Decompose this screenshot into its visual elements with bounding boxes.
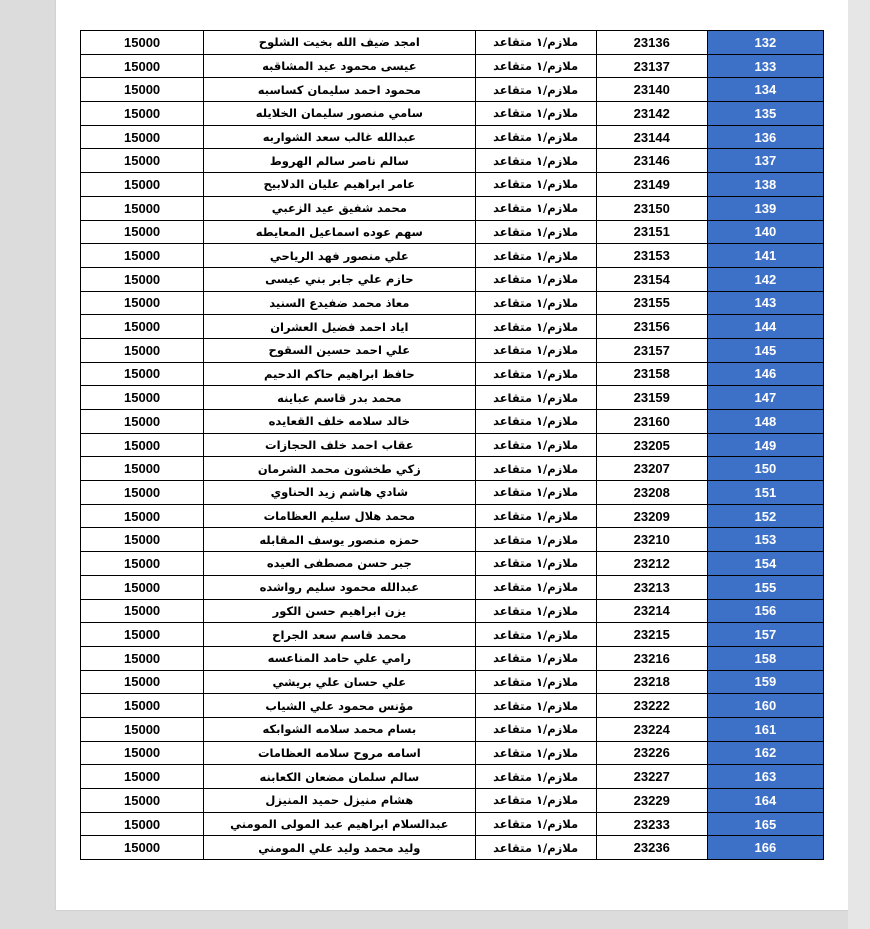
rank-cell: ملازم/١ متقاعد bbox=[475, 149, 596, 173]
amount-cell: 15000 bbox=[81, 812, 204, 836]
sequence-number-cell: 163 bbox=[707, 765, 823, 789]
amount-cell: 15000 bbox=[81, 31, 204, 55]
amount-cell: 15000 bbox=[81, 836, 204, 860]
sequence-number-cell: 164 bbox=[707, 789, 823, 813]
name-cell: محمد بدر قاسم عباينه bbox=[204, 386, 475, 410]
table-row bbox=[81, 528, 824, 552]
sequence-number-cell: 157 bbox=[707, 623, 823, 647]
table-row bbox=[81, 173, 824, 197]
name-cell: محمد شفيق عيد الزعبي bbox=[204, 196, 475, 220]
code-cell: 23218 bbox=[596, 670, 707, 694]
name-cell: محمد قاسم سعد الجراح bbox=[204, 623, 475, 647]
code-cell: 23140 bbox=[596, 78, 707, 102]
sequence-number-cell: 137 bbox=[707, 149, 823, 173]
sequence-number-cell: 134 bbox=[707, 78, 823, 102]
name-cell: سالم سلمان مضعان الكعابنه bbox=[204, 765, 475, 789]
table-row bbox=[81, 552, 824, 576]
name-cell: محمد هلال سليم العظامات bbox=[204, 504, 475, 528]
name-cell: حمزه منصور يوسف المقابله bbox=[204, 528, 475, 552]
rank-cell: ملازم/١ متقاعد bbox=[475, 433, 596, 457]
name-cell: مؤنس محمود علي الشياب bbox=[204, 694, 475, 718]
amount-cell: 15000 bbox=[81, 504, 204, 528]
table-row bbox=[81, 196, 824, 220]
name-cell: معاذ محمد ضفيدع السنيد bbox=[204, 291, 475, 315]
rank-cell: ملازم/١ متقاعد bbox=[475, 196, 596, 220]
rank-cell: ملازم/١ متقاعد bbox=[475, 481, 596, 505]
code-cell: 23210 bbox=[596, 528, 707, 552]
table-row bbox=[81, 599, 824, 623]
table-row bbox=[81, 267, 824, 291]
rank-cell: ملازم/١ متقاعد bbox=[475, 362, 596, 386]
rank-cell: ملازم/١ متقاعد bbox=[475, 812, 596, 836]
name-cell: بسام محمد سلامه الشوابكه bbox=[204, 717, 475, 741]
table-row bbox=[81, 481, 824, 505]
amount-cell: 15000 bbox=[81, 433, 204, 457]
rank-cell: ملازم/١ متقاعد bbox=[475, 552, 596, 576]
amount-cell: 15000 bbox=[81, 338, 204, 362]
name-cell: اياد احمد فضيل العشران bbox=[204, 315, 475, 339]
code-cell: 23213 bbox=[596, 575, 707, 599]
rank-cell: ملازم/١ متقاعد bbox=[475, 646, 596, 670]
table-row bbox=[81, 315, 824, 339]
rank-cell: ملازم/١ متقاعد bbox=[475, 291, 596, 315]
code-cell: 23157 bbox=[596, 338, 707, 362]
code-cell: 23216 bbox=[596, 646, 707, 670]
sequence-number-cell: 143 bbox=[707, 291, 823, 315]
sequence-number-cell: 159 bbox=[707, 670, 823, 694]
amount-cell: 15000 bbox=[81, 410, 204, 434]
amount-cell: 15000 bbox=[81, 789, 204, 813]
amount-cell: 15000 bbox=[81, 646, 204, 670]
table-row bbox=[81, 717, 824, 741]
table-row bbox=[81, 102, 824, 126]
name-cell: سهم عوده اسماعيل المعايطه bbox=[204, 220, 475, 244]
amount-cell: 15000 bbox=[81, 741, 204, 765]
amount-cell: 15000 bbox=[81, 552, 204, 576]
rank-cell: ملازم/١ متقاعد bbox=[475, 244, 596, 268]
name-cell: سالم ناصر سالم الهروط bbox=[204, 149, 475, 173]
name-cell: عقاب احمد خلف الحجازات bbox=[204, 433, 475, 457]
code-cell: 23156 bbox=[596, 315, 707, 339]
amount-cell: 15000 bbox=[81, 244, 204, 268]
sequence-number-cell: 160 bbox=[707, 694, 823, 718]
sequence-number-cell: 158 bbox=[707, 646, 823, 670]
table-row bbox=[81, 244, 824, 268]
amount-cell: 15000 bbox=[81, 457, 204, 481]
table-row bbox=[81, 694, 824, 718]
name-cell: هشام منيزل حميد المنيزل bbox=[204, 789, 475, 813]
sequence-number-cell: 156 bbox=[707, 599, 823, 623]
sequence-number-cell: 141 bbox=[707, 244, 823, 268]
code-cell: 23209 bbox=[596, 504, 707, 528]
code-cell: 23153 bbox=[596, 244, 707, 268]
table-row bbox=[81, 362, 824, 386]
name-cell: محمود احمد سليمان كساسبه bbox=[204, 78, 475, 102]
code-cell: 23142 bbox=[596, 102, 707, 126]
rank-cell: ملازم/١ متقاعد bbox=[475, 765, 596, 789]
rank-cell: ملازم/١ متقاعد bbox=[475, 741, 596, 765]
rank-cell: ملازم/١ متقاعد bbox=[475, 102, 596, 126]
code-cell: 23151 bbox=[596, 220, 707, 244]
name-cell: علي منصور فهد الرياحي bbox=[204, 244, 475, 268]
amount-cell: 15000 bbox=[81, 54, 204, 78]
name-cell: خالد سلامه خلف القعايده bbox=[204, 410, 475, 434]
code-cell: 23150 bbox=[596, 196, 707, 220]
amount-cell: 15000 bbox=[81, 623, 204, 647]
rank-cell: ملازم/١ متقاعد bbox=[475, 504, 596, 528]
table-row bbox=[81, 646, 824, 670]
sequence-number-cell: 151 bbox=[707, 481, 823, 505]
amount-cell: 15000 bbox=[81, 149, 204, 173]
rank-cell: ملازم/١ متقاعد bbox=[475, 528, 596, 552]
table-row bbox=[81, 220, 824, 244]
sequence-number-cell: 153 bbox=[707, 528, 823, 552]
sequence-number-cell: 145 bbox=[707, 338, 823, 362]
name-cell: امجد ضيف الله بخيت الشلوح bbox=[204, 31, 475, 55]
name-cell: شادي هاشم زيد الحناوي bbox=[204, 481, 475, 505]
rank-cell: ملازم/١ متقاعد bbox=[475, 670, 596, 694]
sequence-number-cell: 166 bbox=[707, 836, 823, 860]
rank-cell: ملازم/١ متقاعد bbox=[475, 220, 596, 244]
code-cell: 23154 bbox=[596, 267, 707, 291]
sequence-number-cell: 148 bbox=[707, 410, 823, 434]
table-row bbox=[81, 125, 824, 149]
code-cell: 23222 bbox=[596, 694, 707, 718]
code-cell: 23227 bbox=[596, 765, 707, 789]
name-cell: يزن ابراهيم حسن الكور bbox=[204, 599, 475, 623]
code-cell: 23205 bbox=[596, 433, 707, 457]
name-cell: عيسى محمود عيد المشاقبه bbox=[204, 54, 475, 78]
sequence-number-cell: 140 bbox=[707, 220, 823, 244]
code-cell: 23149 bbox=[596, 173, 707, 197]
rank-cell: ملازم/١ متقاعد bbox=[475, 315, 596, 339]
code-cell: 23146 bbox=[596, 149, 707, 173]
amount-cell: 15000 bbox=[81, 717, 204, 741]
name-cell: اسامه مروح سلامه العظامات bbox=[204, 741, 475, 765]
name-cell: حازم علي جابر بني عيسى bbox=[204, 267, 475, 291]
sequence-number-cell: 139 bbox=[707, 196, 823, 220]
sequence-number-cell: 135 bbox=[707, 102, 823, 126]
rank-cell: ملازم/١ متقاعد bbox=[475, 54, 596, 78]
sequence-number-cell: 154 bbox=[707, 552, 823, 576]
rank-cell: ملازم/١ متقاعد bbox=[475, 694, 596, 718]
table-row bbox=[81, 670, 824, 694]
code-cell: 23236 bbox=[596, 836, 707, 860]
sequence-number-cell: 133 bbox=[707, 54, 823, 78]
table-row bbox=[81, 575, 824, 599]
code-cell: 23155 bbox=[596, 291, 707, 315]
name-cell: عبدالسلام ابراهيم عبد المولى المومني bbox=[204, 812, 475, 836]
table-row bbox=[81, 765, 824, 789]
name-cell: زكي طخشون محمد الشرمان bbox=[204, 457, 475, 481]
sequence-number-cell: 162 bbox=[707, 741, 823, 765]
amount-cell: 15000 bbox=[81, 315, 204, 339]
name-cell: رامي علي حامد المناعسه bbox=[204, 646, 475, 670]
sequence-number-cell: 149 bbox=[707, 433, 823, 457]
rank-cell: ملازم/١ متقاعد bbox=[475, 623, 596, 647]
code-cell: 23158 bbox=[596, 362, 707, 386]
name-cell: حافظ ابراهيم حاكم الدحيم bbox=[204, 362, 475, 386]
name-cell: عبدالله غالب سعد الشواربه bbox=[204, 125, 475, 149]
rank-cell: ملازم/١ متقاعد bbox=[475, 125, 596, 149]
amount-cell: 15000 bbox=[81, 765, 204, 789]
table-row bbox=[81, 338, 824, 362]
code-cell: 23212 bbox=[596, 552, 707, 576]
amount-cell: 15000 bbox=[81, 78, 204, 102]
sequence-number-cell: 136 bbox=[707, 125, 823, 149]
name-cell: وليد محمد وليد علي المومني bbox=[204, 836, 475, 860]
amount-cell: 15000 bbox=[81, 267, 204, 291]
retirees-table bbox=[80, 30, 824, 860]
table-row bbox=[81, 504, 824, 528]
rank-cell: ملازم/١ متقاعد bbox=[475, 338, 596, 362]
amount-cell: 15000 bbox=[81, 481, 204, 505]
table-row bbox=[81, 789, 824, 813]
table-row bbox=[81, 149, 824, 173]
sequence-number-cell: 155 bbox=[707, 575, 823, 599]
sequence-number-cell: 150 bbox=[707, 457, 823, 481]
amount-cell: 15000 bbox=[81, 173, 204, 197]
name-cell: سامي منصور سليمان الخلايله bbox=[204, 102, 475, 126]
name-cell: جبر حسن مصطفى العيده bbox=[204, 552, 475, 576]
amount-cell: 15000 bbox=[81, 694, 204, 718]
table-row bbox=[81, 31, 824, 55]
amount-cell: 15000 bbox=[81, 575, 204, 599]
code-cell: 23137 bbox=[596, 54, 707, 78]
code-cell: 23215 bbox=[596, 623, 707, 647]
code-cell: 23207 bbox=[596, 457, 707, 481]
sequence-number-cell: 161 bbox=[707, 717, 823, 741]
amount-cell: 15000 bbox=[81, 291, 204, 315]
rank-cell: ملازم/١ متقاعد bbox=[475, 717, 596, 741]
rank-cell: ملازم/١ متقاعد bbox=[475, 31, 596, 55]
amount-cell: 15000 bbox=[81, 220, 204, 244]
rank-cell: ملازم/١ متقاعد bbox=[475, 78, 596, 102]
table-row bbox=[81, 741, 824, 765]
name-cell: عبدالله محمود سليم رواشده bbox=[204, 575, 475, 599]
code-cell: 23214 bbox=[596, 599, 707, 623]
table-row bbox=[81, 386, 824, 410]
rank-cell: ملازم/١ متقاعد bbox=[475, 836, 596, 860]
code-cell: 23233 bbox=[596, 812, 707, 836]
sequence-number-cell: 147 bbox=[707, 386, 823, 410]
name-cell: علي حسان علي بريشي bbox=[204, 670, 475, 694]
code-cell: 23208 bbox=[596, 481, 707, 505]
table-row bbox=[81, 836, 824, 860]
code-cell: 23224 bbox=[596, 717, 707, 741]
rank-cell: ملازم/١ متقاعد bbox=[475, 410, 596, 434]
amount-cell: 15000 bbox=[81, 670, 204, 694]
table-row bbox=[81, 78, 824, 102]
sequence-number-cell: 142 bbox=[707, 267, 823, 291]
rank-cell: ملازم/١ متقاعد bbox=[475, 599, 596, 623]
table-body bbox=[81, 31, 824, 860]
table-row bbox=[81, 623, 824, 647]
table-row bbox=[81, 410, 824, 434]
sequence-number-cell: 146 bbox=[707, 362, 823, 386]
code-cell: 23160 bbox=[596, 410, 707, 434]
table-row bbox=[81, 291, 824, 315]
sequence-number-cell: 132 bbox=[707, 31, 823, 55]
rank-cell: ملازم/١ متقاعد bbox=[475, 267, 596, 291]
table-row bbox=[81, 457, 824, 481]
amount-cell: 15000 bbox=[81, 125, 204, 149]
amount-cell: 15000 bbox=[81, 196, 204, 220]
table-row bbox=[81, 54, 824, 78]
table-row bbox=[81, 812, 824, 836]
amount-cell: 15000 bbox=[81, 362, 204, 386]
name-cell: عامر ابراهيم عليان الدلابيح bbox=[204, 173, 475, 197]
table-row bbox=[81, 433, 824, 457]
rank-cell: ملازم/١ متقاعد bbox=[475, 789, 596, 813]
sequence-number-cell: 165 bbox=[707, 812, 823, 836]
code-cell: 23159 bbox=[596, 386, 707, 410]
code-cell: 23144 bbox=[596, 125, 707, 149]
rank-cell: ملازم/١ متقاعد bbox=[475, 457, 596, 481]
name-cell: علي احمد حسين السقوح bbox=[204, 338, 475, 362]
code-cell: 23226 bbox=[596, 741, 707, 765]
viewer-background bbox=[848, 0, 870, 929]
sequence-number-cell: 152 bbox=[707, 504, 823, 528]
code-cell: 23136 bbox=[596, 31, 707, 55]
sequence-number-cell: 144 bbox=[707, 315, 823, 339]
amount-cell: 15000 bbox=[81, 528, 204, 552]
amount-cell: 15000 bbox=[81, 102, 204, 126]
rank-cell: ملازم/١ متقاعد bbox=[475, 173, 596, 197]
rank-cell: ملازم/١ متقاعد bbox=[475, 386, 596, 410]
sequence-number-cell: 138 bbox=[707, 173, 823, 197]
rank-cell: ملازم/١ متقاعد bbox=[475, 575, 596, 599]
amount-cell: 15000 bbox=[81, 386, 204, 410]
amount-cell: 15000 bbox=[81, 599, 204, 623]
code-cell: 23229 bbox=[596, 789, 707, 813]
